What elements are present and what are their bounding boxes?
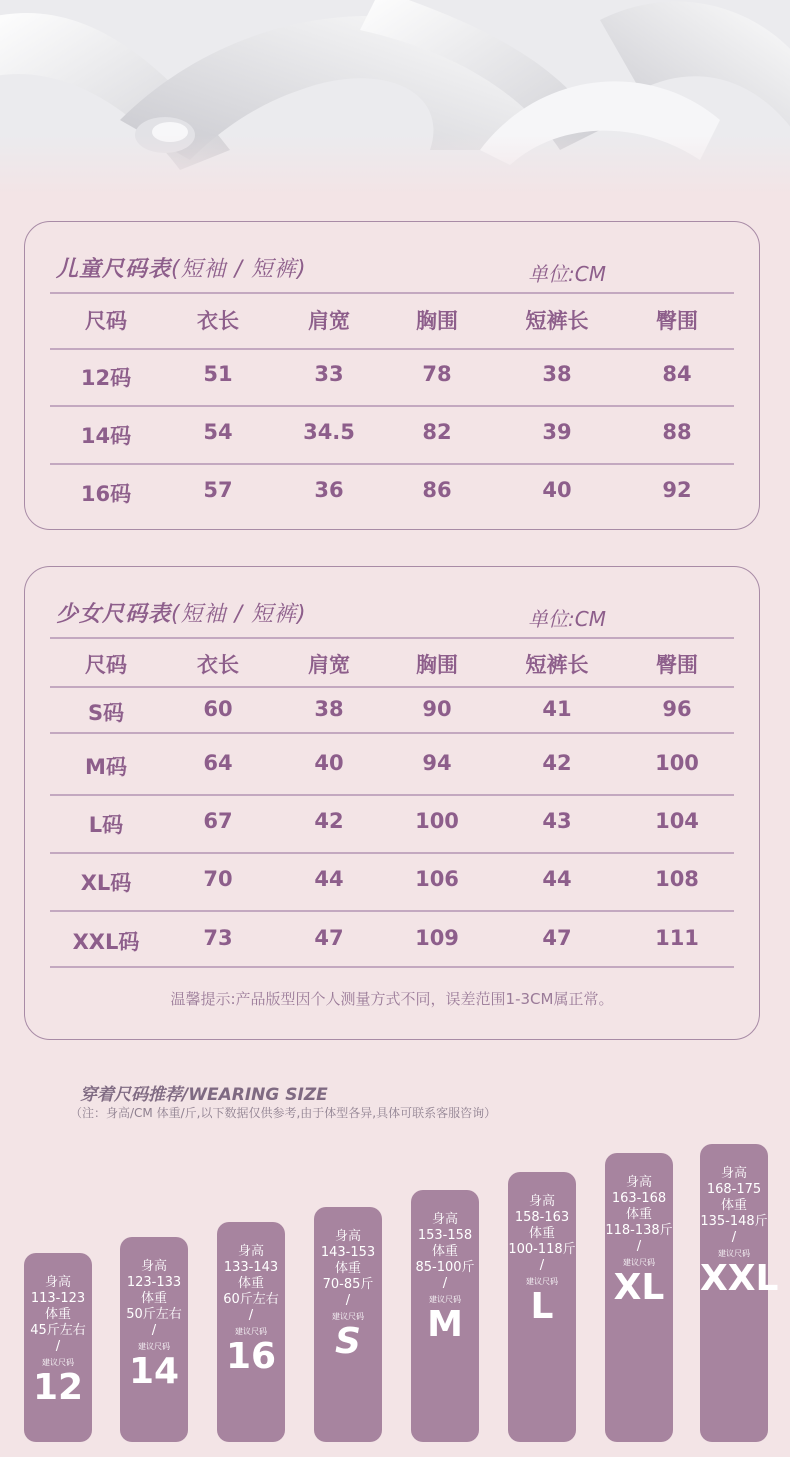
girls-table-divider <box>50 637 734 639</box>
separator: / <box>442 1276 448 1291</box>
height-value: 158-163 <box>514 1210 570 1225</box>
separator: / <box>55 1339 61 1354</box>
girls-table-header-cell: 尺码 <box>85 653 127 677</box>
kids-table-cell: 40 <box>542 478 572 502</box>
girls-table-cell: 108 <box>655 867 699 891</box>
girls-table-divider <box>50 794 734 796</box>
kids-table-cell: 78 <box>422 362 452 386</box>
girls-table-row-size: M码 <box>85 755 127 779</box>
kids-table-title-main: 儿童尺码表 <box>56 257 172 282</box>
kids-table-cell: 54 <box>203 420 233 444</box>
girls-table-cell: 40 <box>314 751 344 775</box>
kids-table-cell: 51 <box>203 362 233 386</box>
hero-fade <box>0 135 790 195</box>
girls-table-header-cell: 臀围 <box>656 653 698 677</box>
girls-table-cell: 64 <box>203 751 233 775</box>
girls-table-header-cell: 胸围 <box>416 653 458 677</box>
girls-table-title-sub: (短袖 / 短裤) <box>171 602 307 627</box>
girls-table-cell: 67 <box>203 809 233 833</box>
kids-table-cell: 84 <box>662 362 692 386</box>
height-label: 身高 <box>625 1175 652 1190</box>
separator: / <box>151 1323 157 1338</box>
girls-table-cell: 109 <box>415 926 459 950</box>
recommended-size-label: 建议尺码 <box>235 1327 267 1336</box>
kids-table-cell: 34.5 <box>303 420 355 444</box>
height-label: 身高 <box>44 1275 71 1290</box>
weight-value: 60斤左右 <box>223 1292 279 1307</box>
girls-table-divider <box>50 966 734 968</box>
kids-table-title <box>56 252 307 283</box>
kids-table-divider <box>50 348 734 350</box>
kids-table-row-size: 12码 <box>80 366 132 390</box>
kids-table-unit: 单位:CM <box>528 262 606 286</box>
kids-table-header-cell: 尺码 <box>85 309 127 333</box>
kids-table-header-cell: 短裤长 <box>525 309 589 333</box>
hero-banner-image <box>0 0 790 195</box>
girls-table-cell: 70 <box>203 867 233 891</box>
size-bar-12 <box>24 1253 92 1442</box>
recommended-size-value: XXL <box>700 1258 779 1299</box>
recommended-size-label: 建议尺码 <box>42 1358 74 1367</box>
size-bar-m <box>411 1190 479 1442</box>
girls-table-cell: 100 <box>655 751 699 775</box>
girls-table-cell: 94 <box>422 751 452 775</box>
kids-table-divider <box>50 405 734 407</box>
weight-value: 100-118斤 <box>508 1242 576 1257</box>
girls-table-cell: 47 <box>314 926 344 950</box>
weight-value: 70-85斤 <box>322 1277 374 1292</box>
girls-table-header-cell: 短裤长 <box>525 653 589 677</box>
recommended-size-label: 建议尺码 <box>623 1258 655 1267</box>
separator: / <box>636 1239 642 1254</box>
weight-label: 体重 <box>44 1307 71 1322</box>
kids-table-title-sub: (短袖 / 短裤) <box>171 257 307 282</box>
recommended-size-label: 建议尺码 <box>332 1312 364 1321</box>
girls-table-row-size: L码 <box>88 813 124 837</box>
height-value: 123-133 <box>126 1275 182 1290</box>
recommended-size-value: L <box>530 1286 554 1327</box>
girls-table-cell: 42 <box>542 751 572 775</box>
girls-table-unit: 单位:CM <box>528 607 606 631</box>
weight-label: 体重 <box>625 1207 652 1222</box>
separator: / <box>539 1258 545 1273</box>
girls-table-cell: 42 <box>314 809 344 833</box>
weight-value: 135-148斤 <box>700 1214 768 1229</box>
recommended-size-label: 建议尺码 <box>429 1295 461 1304</box>
girls-table-cell: 38 <box>314 697 344 721</box>
height-value: 143-153 <box>320 1245 376 1260</box>
weight-value: 85-100斤 <box>415 1260 475 1275</box>
recommended-size-value: XL <box>613 1267 665 1308</box>
height-label: 身高 <box>528 1194 555 1209</box>
girls-table-cell: 73 <box>203 926 233 950</box>
kids-table-header-cell: 肩宽 <box>308 309 350 333</box>
girls-table-cell: 41 <box>542 697 572 721</box>
height-label: 身高 <box>237 1244 264 1259</box>
weight-label: 体重 <box>528 1226 555 1241</box>
kids-table-divider <box>50 463 734 465</box>
weight-value: 118-138斤 <box>605 1223 673 1238</box>
size-bar-16 <box>217 1222 285 1442</box>
recommended-size-value: S <box>335 1321 361 1362</box>
girls-table-cell: 100 <box>415 809 459 833</box>
kids-table-cell: 88 <box>662 420 692 444</box>
kids-table-cell: 38 <box>542 362 572 386</box>
girls-table-cell: 43 <box>542 809 572 833</box>
girls-table-header-cell: 衣长 <box>197 653 239 677</box>
kids-table-header-cell: 臀围 <box>656 309 698 333</box>
weight-value: 45斤左右 <box>30 1323 86 1338</box>
girls-table-row-size: XXL码 <box>72 930 140 954</box>
girls-table-cell: 47 <box>542 926 572 950</box>
recommended-size-value: M <box>427 1304 463 1345</box>
girls-table-cell: 44 <box>542 867 572 891</box>
girls-table-cell: 104 <box>655 809 699 833</box>
size-bar-l <box>508 1172 576 1442</box>
kids-table-header-cell: 胸围 <box>416 309 458 333</box>
girls-table-header-cell: 肩宽 <box>308 653 350 677</box>
separator: / <box>248 1308 254 1323</box>
weight-label: 体重 <box>237 1276 264 1291</box>
girls-table-divider <box>50 852 734 854</box>
girls-table-cell: 90 <box>422 697 452 721</box>
kids-table-divider <box>50 292 734 294</box>
kids-table-cell: 86 <box>422 478 452 502</box>
kids-table-cell: 82 <box>422 420 452 444</box>
girls-table-row-size: S码 <box>87 701 125 725</box>
girls-table-cell: 96 <box>662 697 692 721</box>
recommended-size-label: 建议尺码 <box>718 1249 750 1258</box>
girls-table-divider <box>50 910 734 912</box>
height-label: 身高 <box>720 1166 747 1181</box>
weight-label: 体重 <box>334 1261 361 1276</box>
height-label: 身高 <box>140 1259 167 1274</box>
separator: / <box>731 1230 737 1245</box>
separator: / <box>345 1293 351 1308</box>
kids-table-row-size: 14码 <box>80 424 132 448</box>
girls-table-divider <box>50 686 734 688</box>
girls-table-cell: 60 <box>203 697 233 721</box>
height-value: 153-158 <box>417 1228 473 1243</box>
weight-label: 体重 <box>720 1198 747 1213</box>
girls-table-title <box>56 597 307 628</box>
wearing-size-title: 穿着尺码推荐/WEARING SIZE <box>80 1085 328 1105</box>
size-bar-s <box>314 1207 382 1442</box>
recommended-size-label: 建议尺码 <box>138 1342 170 1351</box>
kids-table-cell: 39 <box>542 420 572 444</box>
girls-table-title-main: 少女尺码表 <box>56 602 172 627</box>
girls-table-cell: 44 <box>314 867 344 891</box>
size-bar-xxl <box>700 1144 779 1442</box>
kids-table-cell: 33 <box>314 362 344 386</box>
weight-value: 50斤左右 <box>126 1307 182 1322</box>
weight-label: 体重 <box>140 1291 167 1306</box>
height-value: 133-143 <box>223 1260 279 1275</box>
recommended-size-value: 14 <box>128 1351 180 1392</box>
girls-table-cell: 106 <box>415 867 459 891</box>
recommended-size-value: 16 <box>225 1336 277 1377</box>
wearing-size-subtitle: （注：身高/CM 体重/斤,以下数据仅供参考,由于体型各异,具体可联系客服咨询） <box>70 1106 497 1120</box>
size-bar-14 <box>120 1237 188 1442</box>
girls-table-cell: 111 <box>655 926 699 950</box>
girls-table-row-size: XL码 <box>80 871 132 895</box>
kids-table-cell: 57 <box>203 478 233 502</box>
recommended-size-value: 12 <box>32 1367 84 1408</box>
weight-label: 体重 <box>431 1244 458 1259</box>
measurement-note: 温馨提示:产品版型因个人测量方式不同，误差范围1-3CM属正常。 <box>170 990 614 1008</box>
kids-table-row-size: 16码 <box>80 482 132 506</box>
recommended-size-label: 建议尺码 <box>526 1277 558 1286</box>
height-value: 113-123 <box>30 1291 86 1306</box>
height-label: 身高 <box>334 1229 361 1244</box>
kids-table-cell: 92 <box>662 478 692 502</box>
girls-table-divider <box>50 732 734 734</box>
size-bar-xl <box>605 1153 673 1442</box>
kids-table-cell: 36 <box>314 478 344 502</box>
kids-table-header-cell: 衣长 <box>197 309 239 333</box>
height-label: 身高 <box>431 1212 458 1227</box>
height-value: 163-168 <box>611 1191 667 1206</box>
height-value: 168-175 <box>706 1182 762 1197</box>
